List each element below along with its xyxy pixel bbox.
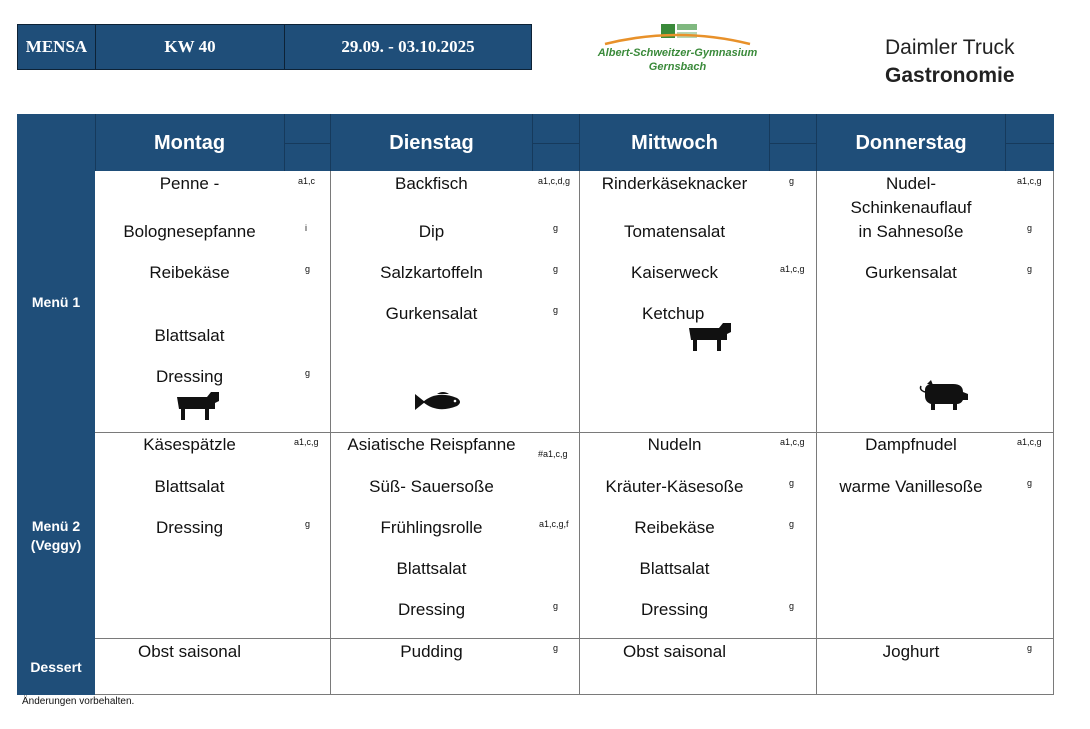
menu-item: Dressing xyxy=(155,367,224,386)
menu-item: Dressing xyxy=(397,600,466,619)
menu-item: Kaiserweck xyxy=(631,263,718,282)
day-header-mittwoch: Mittwoch xyxy=(631,132,718,154)
brand-subtitle: Gastronomie xyxy=(885,64,1015,87)
menu-item: Dressing xyxy=(640,600,709,619)
row-label-column xyxy=(17,171,95,695)
menu-item: Blattsalat xyxy=(154,326,225,345)
menu-item: Dampfnudel xyxy=(865,435,957,454)
menu-item: Blattsalat xyxy=(639,559,710,578)
day-header-montag: Montag xyxy=(153,132,226,154)
allergen-code: g xyxy=(789,176,795,186)
week-label: KW 40 xyxy=(95,24,285,70)
menu-item: Reibekäse xyxy=(634,518,715,537)
menu-item: Gurkensalat xyxy=(865,263,957,282)
menu-item: Nudeln xyxy=(647,435,702,454)
cow-icon xyxy=(687,320,733,354)
row-label-menu2: Menü 2 xyxy=(31,518,81,534)
allergen-code: g xyxy=(553,305,559,315)
allergen-code: g xyxy=(789,478,795,488)
menu-item: Dip xyxy=(418,222,445,241)
menu-item: Salzkartoffeln xyxy=(380,263,483,282)
menu-item: Bolognesepfanne xyxy=(123,222,256,241)
menu-item: Käsespätzle xyxy=(143,435,236,454)
allergen-code: g xyxy=(553,643,559,653)
allergen-code: a1,c,g xyxy=(780,437,805,447)
menu-item: Gurkensalat xyxy=(385,304,478,323)
dessert-item: Joghurt xyxy=(882,642,940,661)
menu-item: in Sahnesoße xyxy=(858,222,964,241)
allergen-code: g xyxy=(1027,478,1033,488)
allergen-code: g xyxy=(553,223,559,233)
school-logo xyxy=(585,22,770,82)
menu-item: Süß- Sauersoße xyxy=(369,477,494,496)
dessert-item: Obst saisonal xyxy=(138,642,241,661)
menu-item: Nudel- xyxy=(885,174,937,193)
allergen-code: g xyxy=(305,519,311,529)
day-header-dienstag: Dienstag xyxy=(389,132,474,154)
menu-item: Penne - xyxy=(159,174,220,193)
dessert-item: Pudding xyxy=(400,642,463,661)
row-label-dessert: Dessert xyxy=(30,659,82,675)
allergen-code: g xyxy=(1027,264,1033,274)
allergen-code: a1,c,g xyxy=(1017,176,1042,186)
menu-item: Blattsalat xyxy=(396,559,467,578)
allergen-code: g xyxy=(1027,223,1033,233)
menu-item: Kräuter-Käsesoße xyxy=(605,477,744,496)
menu-item: Reibekäse xyxy=(149,263,230,282)
allergen-code: a1,c,d,g xyxy=(538,176,571,186)
fish-icon xyxy=(413,390,465,414)
menu-item: Ketchup xyxy=(642,304,705,323)
allergen-code: i xyxy=(305,223,307,233)
menu-item: Tomatensalat xyxy=(623,222,726,241)
mensa-label: MENSA xyxy=(17,24,96,70)
allergen-code: a1,c xyxy=(298,176,316,186)
footnote: Änderungen vorbehalten. xyxy=(22,696,135,707)
menu-item: Schinkenauflauf xyxy=(850,198,972,217)
allergen-code: g xyxy=(553,601,559,611)
allergen-code: a1,c,g xyxy=(780,264,805,274)
menu-item: Asiatische Reispfanne xyxy=(347,435,516,454)
allergen-code: g xyxy=(789,519,795,529)
allergen-code: g xyxy=(789,601,795,611)
menu-item: Rinderkäseknacker xyxy=(601,174,748,193)
cow-icon xyxy=(175,389,221,423)
brand-name: Daimler Truck xyxy=(885,36,1015,59)
school-logo-graphic xyxy=(585,22,770,50)
allergen-code: a1,c,g xyxy=(294,437,319,447)
allergen-code: g xyxy=(553,264,559,274)
menu-item: Dressing xyxy=(155,518,224,537)
row-label-menu1: Menü 1 xyxy=(31,294,81,310)
day-header-donnerstag: Donnerstag xyxy=(855,132,967,154)
school-city: Gernsbach xyxy=(648,61,707,73)
row-label-menu2-sub: (Veggy) xyxy=(30,537,82,553)
allergen-code: g xyxy=(305,368,311,378)
allergen-code: #a1,c,g xyxy=(538,449,568,459)
menu-table xyxy=(17,114,1054,695)
menu-item: Backfisch xyxy=(395,174,468,193)
pig-icon xyxy=(919,380,969,412)
menu-item: Blattsalat xyxy=(154,477,225,496)
menu-item: Frühlingsrolle xyxy=(380,518,483,537)
allergen-code: a1,c,g,f xyxy=(539,519,569,529)
allergen-code: g xyxy=(305,264,311,274)
menu-item: warme Vanillesoße xyxy=(839,477,983,496)
date-range: 29.09. - 03.10.2025 xyxy=(284,24,532,70)
allergen-code: a1,c,g xyxy=(1017,437,1042,447)
dessert-item: Obst saisonal xyxy=(623,642,726,661)
school-name: Albert-Schweitzer-Gymnasium xyxy=(597,47,758,59)
allergen-code: g xyxy=(1027,643,1033,653)
